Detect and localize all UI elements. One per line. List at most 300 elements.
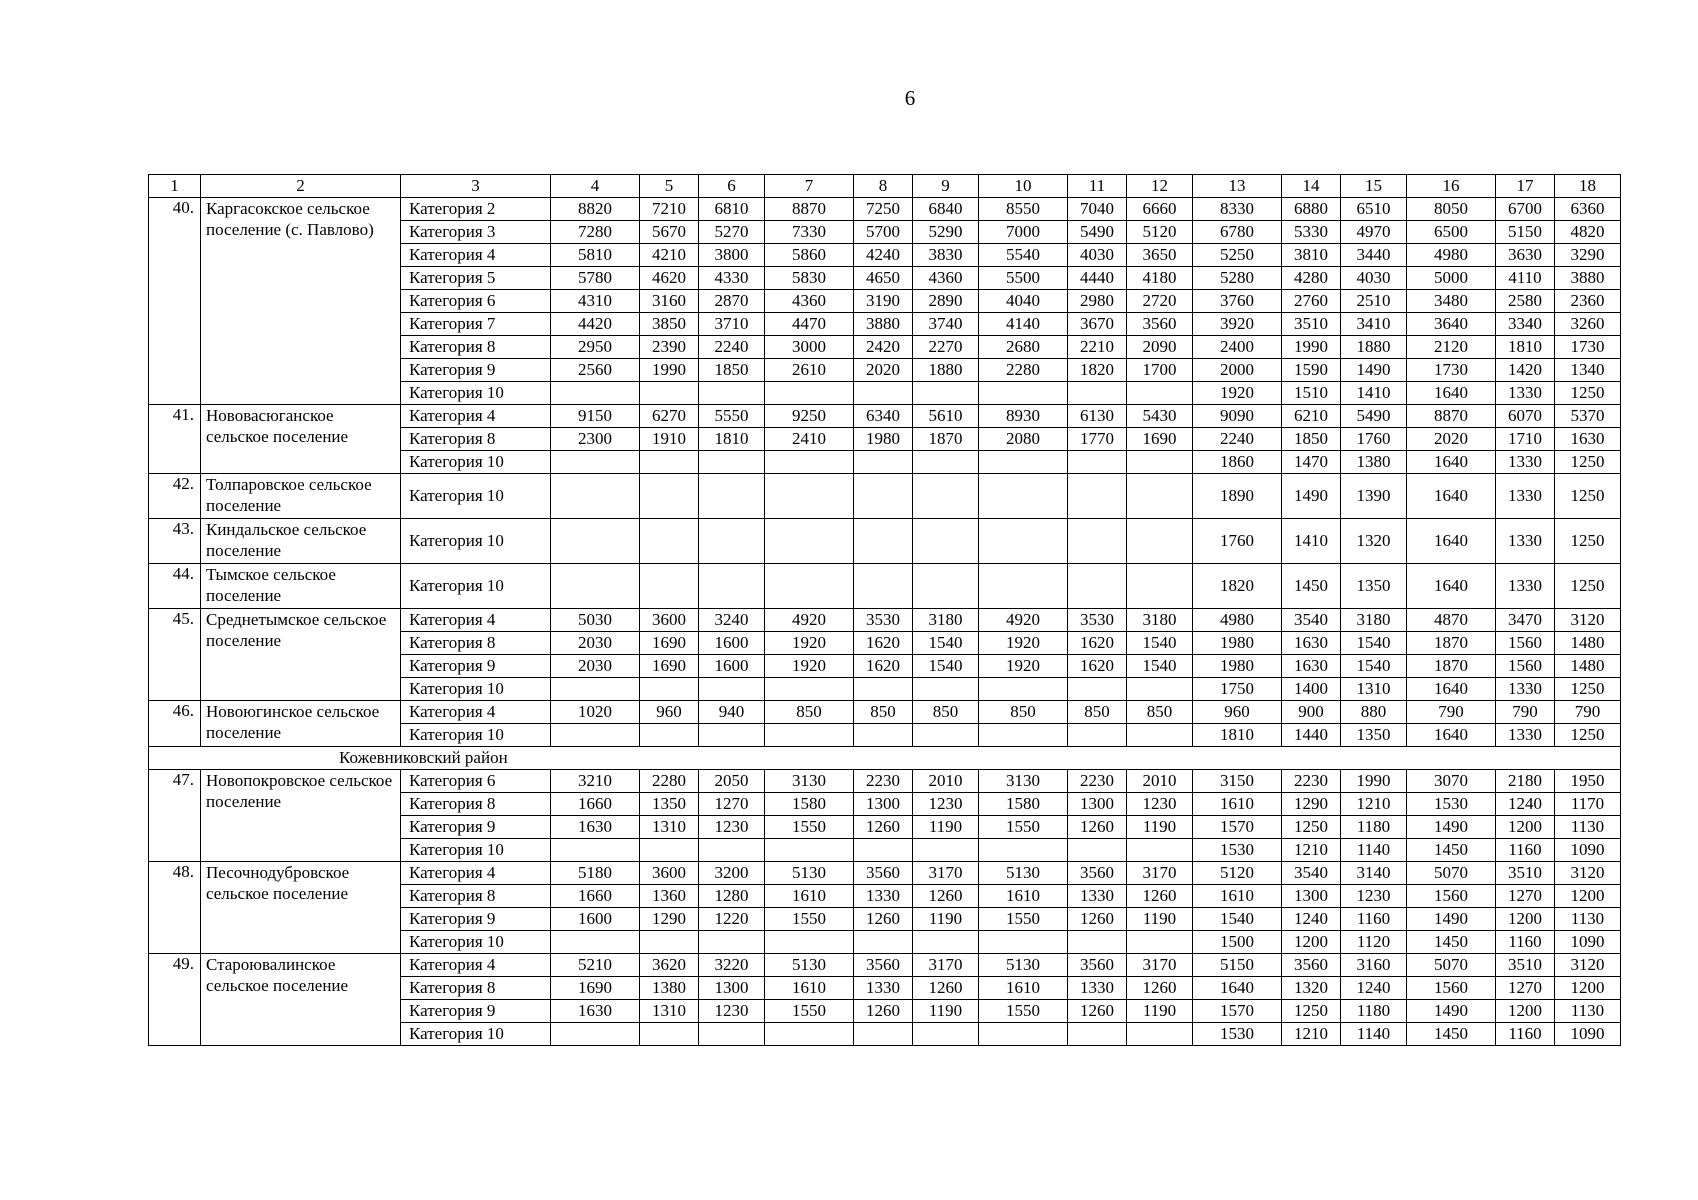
value-cell: 1980	[1193, 655, 1282, 678]
value-cell: 3650	[1127, 244, 1193, 267]
value-cell: 3000	[765, 336, 854, 359]
value-cell	[765, 931, 854, 954]
value-cell: 1130	[1555, 908, 1621, 931]
value-cell: 3180	[1127, 609, 1193, 632]
value-cell: 1560	[1496, 632, 1555, 655]
value-cell: 1160	[1496, 931, 1555, 954]
value-cell: 1540	[913, 655, 979, 678]
value-cell	[1127, 931, 1193, 954]
value-cell	[699, 519, 765, 564]
value-cell: 1600	[551, 908, 640, 931]
value-cell: 1220	[699, 908, 765, 931]
value-cell: 1530	[1193, 839, 1282, 862]
value-cell	[551, 839, 640, 862]
value-cell: 2240	[699, 336, 765, 359]
value-cell: 1540	[913, 632, 979, 655]
value-cell: 3480	[1407, 290, 1496, 313]
value-cell: 2010	[1127, 770, 1193, 793]
value-cell: 1350	[1341, 564, 1407, 609]
value-cell: 2410	[765, 428, 854, 451]
category-label: Категория 8	[401, 885, 551, 908]
value-cell	[979, 931, 1068, 954]
value-cell	[854, 564, 913, 609]
value-cell: 1810	[1193, 724, 1282, 747]
value-cell: 4110	[1496, 267, 1555, 290]
category-label: Категория 6	[401, 770, 551, 793]
value-cell: 6880	[1282, 198, 1341, 221]
value-cell: 2400	[1193, 336, 1282, 359]
value-cell: 1560	[1407, 977, 1496, 1000]
value-cell: 1380	[1341, 451, 1407, 474]
value-cell	[551, 474, 640, 519]
value-cell: 1240	[1341, 977, 1407, 1000]
value-cell	[640, 1023, 699, 1046]
value-cell: 4440	[1068, 267, 1127, 290]
value-cell	[854, 839, 913, 862]
value-cell: 790	[1496, 701, 1555, 724]
value-cell	[765, 382, 854, 405]
value-cell: 1530	[1407, 793, 1496, 816]
value-cell: 1300	[1068, 793, 1127, 816]
value-cell: 1560	[1407, 885, 1496, 908]
table-row	[149, 954, 1621, 977]
value-cell: 1250	[1555, 451, 1621, 474]
value-cell: 1410	[1341, 382, 1407, 405]
value-cell	[1127, 382, 1193, 405]
value-cell: 1210	[1341, 793, 1407, 816]
value-cell: 1140	[1341, 839, 1407, 862]
value-cell	[913, 564, 979, 609]
value-cell: 1330	[1068, 977, 1127, 1000]
value-cell	[640, 678, 699, 701]
table-row	[149, 862, 1621, 885]
header-cell: 5	[640, 175, 699, 198]
value-cell: 7040	[1068, 198, 1127, 221]
value-cell: 6270	[640, 405, 699, 428]
value-cell: 1210	[1282, 839, 1341, 862]
value-cell: 1690	[640, 632, 699, 655]
value-cell: 1250	[1282, 816, 1341, 839]
value-cell	[699, 931, 765, 954]
value-cell	[979, 724, 1068, 747]
value-cell: 1400	[1282, 678, 1341, 701]
value-cell: 1640	[1407, 474, 1496, 519]
value-cell: 960	[640, 701, 699, 724]
value-cell: 1570	[1193, 1000, 1282, 1023]
value-cell: 4040	[979, 290, 1068, 313]
value-cell: 1480	[1555, 655, 1621, 678]
category-label: Категория 10	[401, 678, 551, 701]
value-cell	[1068, 931, 1127, 954]
settlement-name: Новопокровское сельское поселение	[201, 770, 401, 862]
value-cell: 1610	[979, 977, 1068, 1000]
value-cell: 1540	[1341, 655, 1407, 678]
value-cell	[913, 474, 979, 519]
value-cell: 1090	[1555, 1023, 1621, 1046]
value-cell: 3130	[979, 770, 1068, 793]
value-cell: 3410	[1341, 313, 1407, 336]
value-cell: 6360	[1555, 198, 1621, 221]
value-cell: 1690	[551, 977, 640, 1000]
value-cell: 5070	[1407, 862, 1496, 885]
header-cell: 2	[201, 175, 401, 198]
value-cell: 1200	[1555, 977, 1621, 1000]
value-cell	[551, 931, 640, 954]
value-cell: 1250	[1555, 474, 1621, 519]
category-label: Категория 6	[401, 290, 551, 313]
value-cell: 5250	[1193, 244, 1282, 267]
category-label: Категория 8	[401, 793, 551, 816]
value-cell: 5490	[1341, 405, 1407, 428]
value-cell: 6840	[913, 198, 979, 221]
value-cell: 3240	[699, 609, 765, 632]
category-label: Категория 10	[401, 519, 551, 564]
value-cell	[765, 474, 854, 519]
value-cell: 1270	[1496, 885, 1555, 908]
settlement-name: Каргасокское сельское поселение (с. Павлово)	[201, 198, 401, 405]
value-cell: 1330	[1496, 678, 1555, 701]
value-cell: 1610	[1193, 793, 1282, 816]
value-cell	[1068, 474, 1127, 519]
tariff-table-container	[148, 174, 1621, 1046]
category-label: Категория 9	[401, 1000, 551, 1023]
value-cell: 1620	[1068, 655, 1127, 678]
value-cell: 2680	[979, 336, 1068, 359]
value-cell: 2030	[551, 632, 640, 655]
value-cell: 1190	[913, 908, 979, 931]
value-cell	[854, 451, 913, 474]
value-cell: 6070	[1496, 405, 1555, 428]
value-cell: 1700	[1127, 359, 1193, 382]
value-cell: 5130	[979, 954, 1068, 977]
value-cell: 5670	[640, 221, 699, 244]
value-cell: 1350	[1341, 724, 1407, 747]
value-cell	[913, 678, 979, 701]
value-cell: 1640	[1407, 564, 1496, 609]
table-row	[149, 474, 1621, 519]
value-cell: 1490	[1341, 359, 1407, 382]
value-cell: 3530	[1068, 609, 1127, 632]
value-cell: 1640	[1407, 678, 1496, 701]
value-cell: 2030	[551, 655, 640, 678]
value-cell: 1890	[1193, 474, 1282, 519]
value-cell: 3510	[1496, 862, 1555, 885]
value-cell: 5150	[1193, 954, 1282, 977]
value-cell: 4310	[551, 290, 640, 313]
value-cell	[640, 724, 699, 747]
value-cell: 1260	[913, 885, 979, 908]
value-cell: 1980	[854, 428, 913, 451]
value-cell: 8050	[1407, 198, 1496, 221]
value-cell: 3180	[1341, 609, 1407, 632]
value-cell: 1230	[699, 1000, 765, 1023]
value-cell: 1410	[1282, 519, 1341, 564]
value-cell: 6340	[854, 405, 913, 428]
value-cell: 3260	[1555, 313, 1621, 336]
value-cell: 1950	[1555, 770, 1621, 793]
value-cell: 4820	[1555, 221, 1621, 244]
value-cell: 6130	[1068, 405, 1127, 428]
value-cell	[551, 1023, 640, 1046]
table-row	[149, 198, 1621, 221]
value-cell: 2210	[1068, 336, 1127, 359]
header-cell: 12	[1127, 175, 1193, 198]
value-cell: 1440	[1282, 724, 1341, 747]
category-label: Категория 8	[401, 336, 551, 359]
value-cell: 790	[1555, 701, 1621, 724]
value-cell: 1270	[699, 793, 765, 816]
value-cell: 2300	[551, 428, 640, 451]
value-cell: 5180	[551, 862, 640, 885]
value-cell: 9250	[765, 405, 854, 428]
value-cell: 4240	[854, 244, 913, 267]
value-cell: 1600	[699, 632, 765, 655]
value-cell: 2890	[913, 290, 979, 313]
value-cell	[640, 451, 699, 474]
value-cell	[640, 382, 699, 405]
value-cell: 3540	[1282, 862, 1341, 885]
value-cell: 1380	[640, 977, 699, 1000]
value-cell: 4650	[854, 267, 913, 290]
value-cell	[551, 678, 640, 701]
settlement-name: Толпаровское сельское поселение	[201, 474, 401, 519]
value-cell: 2180	[1496, 770, 1555, 793]
value-cell: 1810	[699, 428, 765, 451]
header-cell: 17	[1496, 175, 1555, 198]
value-cell: 3600	[640, 862, 699, 885]
value-cell: 3180	[913, 609, 979, 632]
value-cell: 850	[979, 701, 1068, 724]
value-cell: 1190	[1127, 1000, 1193, 1023]
value-cell: 1310	[640, 1000, 699, 1023]
value-cell: 850	[854, 701, 913, 724]
value-cell: 1330	[1496, 724, 1555, 747]
row-number: 44.	[149, 564, 201, 609]
value-cell: 2280	[640, 770, 699, 793]
value-cell: 790	[1407, 701, 1496, 724]
value-cell: 4980	[1407, 244, 1496, 267]
header-cell: 9	[913, 175, 979, 198]
value-cell: 7000	[979, 221, 1068, 244]
value-cell	[979, 382, 1068, 405]
value-cell: 2510	[1341, 290, 1407, 313]
value-cell: 1260	[854, 908, 913, 931]
value-cell: 1420	[1496, 359, 1555, 382]
value-cell: 2020	[1407, 428, 1496, 451]
value-cell	[1127, 839, 1193, 862]
value-cell: 940	[699, 701, 765, 724]
value-cell: 1550	[979, 908, 1068, 931]
settlement-name: Тымское сельское поселение	[201, 564, 401, 609]
value-cell: 1550	[979, 816, 1068, 839]
value-cell: 960	[1193, 701, 1282, 724]
value-cell: 1560	[1496, 655, 1555, 678]
category-label: Категория 5	[401, 267, 551, 290]
value-cell: 1490	[1407, 816, 1496, 839]
value-cell: 1320	[1282, 977, 1341, 1000]
value-cell: 2230	[1282, 770, 1341, 793]
value-cell	[979, 839, 1068, 862]
value-cell: 1160	[1341, 908, 1407, 931]
value-cell: 6500	[1407, 221, 1496, 244]
value-cell: 1250	[1555, 564, 1621, 609]
value-cell: 3200	[699, 862, 765, 885]
value-cell: 2010	[913, 770, 979, 793]
value-cell: 2580	[1496, 290, 1555, 313]
category-label: Категория 10	[401, 382, 551, 405]
value-cell: 5540	[979, 244, 1068, 267]
value-cell: 1250	[1555, 678, 1621, 701]
value-cell	[979, 564, 1068, 609]
header-cell: 13	[1193, 175, 1282, 198]
value-cell	[1068, 519, 1127, 564]
value-cell: 1230	[1127, 793, 1193, 816]
value-cell: 1320	[1341, 519, 1407, 564]
value-cell: 1820	[1068, 359, 1127, 382]
value-cell: 4420	[551, 313, 640, 336]
value-cell	[699, 382, 765, 405]
value-cell: 1450	[1407, 1023, 1496, 1046]
value-cell	[1127, 474, 1193, 519]
value-cell: 5860	[765, 244, 854, 267]
value-cell: 3630	[1496, 244, 1555, 267]
value-cell: 1250	[1555, 382, 1621, 405]
value-cell: 4030	[1341, 267, 1407, 290]
value-cell: 1450	[1282, 564, 1341, 609]
value-cell: 5120	[1193, 862, 1282, 885]
value-cell	[913, 382, 979, 405]
value-cell: 5370	[1555, 405, 1621, 428]
value-cell: 850	[1068, 701, 1127, 724]
value-cell: 1120	[1341, 931, 1407, 954]
value-cell: 3170	[1127, 954, 1193, 977]
value-cell: 3120	[1555, 609, 1621, 632]
value-cell: 1350	[640, 793, 699, 816]
value-cell: 1330	[854, 977, 913, 1000]
value-cell: 1200	[1496, 908, 1555, 931]
value-cell	[765, 451, 854, 474]
value-cell: 4980	[1193, 609, 1282, 632]
value-cell	[854, 474, 913, 519]
value-cell: 5120	[1127, 221, 1193, 244]
value-cell: 1990	[1282, 336, 1341, 359]
category-label: Категория 10	[401, 474, 551, 519]
value-cell: 1920	[979, 655, 1068, 678]
value-cell: 2390	[640, 336, 699, 359]
category-label: Категория 7	[401, 313, 551, 336]
value-cell: 3760	[1193, 290, 1282, 313]
value-cell: 3830	[913, 244, 979, 267]
value-cell: 5830	[765, 267, 854, 290]
table-body	[149, 198, 1621, 1046]
value-cell: 3560	[1127, 313, 1193, 336]
value-cell: 1160	[1496, 839, 1555, 862]
category-label: Категория 4	[401, 701, 551, 724]
value-cell	[765, 724, 854, 747]
value-cell: 1580	[765, 793, 854, 816]
value-cell: 3160	[640, 290, 699, 313]
value-cell: 4360	[765, 290, 854, 313]
value-cell	[765, 678, 854, 701]
value-cell	[913, 931, 979, 954]
value-cell: 8870	[765, 198, 854, 221]
value-cell: 1980	[1193, 632, 1282, 655]
value-cell	[854, 931, 913, 954]
value-cell	[640, 931, 699, 954]
value-cell: 1770	[1068, 428, 1127, 451]
value-cell: 1330	[1496, 451, 1555, 474]
value-cell: 1490	[1407, 1000, 1496, 1023]
value-cell: 1190	[1127, 908, 1193, 931]
value-cell: 3640	[1407, 313, 1496, 336]
category-label: Категория 8	[401, 977, 551, 1000]
value-cell: 1260	[854, 816, 913, 839]
value-cell: 4030	[1068, 244, 1127, 267]
value-cell: 1640	[1407, 519, 1496, 564]
value-cell: 1600	[699, 655, 765, 678]
value-cell: 1090	[1555, 931, 1621, 954]
value-cell: 2980	[1068, 290, 1127, 313]
value-cell: 1170	[1555, 793, 1621, 816]
category-label: Категория 10	[401, 839, 551, 862]
value-cell	[979, 474, 1068, 519]
value-cell: 3220	[699, 954, 765, 977]
value-cell: 3560	[1068, 862, 1127, 885]
value-cell: 1620	[1068, 632, 1127, 655]
value-cell: 1990	[1341, 770, 1407, 793]
value-cell: 4970	[1341, 221, 1407, 244]
value-cell: 1270	[1496, 977, 1555, 1000]
table-row	[149, 609, 1621, 632]
value-cell: 1200	[1496, 1000, 1555, 1023]
value-cell: 2760	[1282, 290, 1341, 313]
header-cell: 7	[765, 175, 854, 198]
value-cell: 3810	[1282, 244, 1341, 267]
value-cell: 1870	[1407, 655, 1496, 678]
value-cell: 4870	[1407, 609, 1496, 632]
value-cell: 3540	[1282, 609, 1341, 632]
value-cell: 1510	[1282, 382, 1341, 405]
value-cell: 5780	[551, 267, 640, 290]
value-cell: 8930	[979, 405, 1068, 428]
value-cell: 1250	[1555, 519, 1621, 564]
value-cell	[765, 839, 854, 862]
value-cell: 3920	[1193, 313, 1282, 336]
row-number: 49.	[149, 954, 201, 1046]
value-cell: 3850	[640, 313, 699, 336]
value-cell: 850	[765, 701, 854, 724]
value-cell: 1820	[1193, 564, 1282, 609]
value-cell: 3740	[913, 313, 979, 336]
value-cell	[913, 839, 979, 862]
value-cell: 1450	[1407, 931, 1496, 954]
value-cell	[551, 451, 640, 474]
value-cell: 2120	[1407, 336, 1496, 359]
value-cell: 5610	[913, 405, 979, 428]
value-cell: 1760	[1193, 519, 1282, 564]
value-cell: 1910	[640, 428, 699, 451]
value-cell	[765, 564, 854, 609]
value-cell: 8550	[979, 198, 1068, 221]
value-cell	[551, 519, 640, 564]
value-cell: 1570	[1193, 816, 1282, 839]
value-cell: 1550	[765, 1000, 854, 1023]
value-cell: 1260	[854, 1000, 913, 1023]
value-cell: 6210	[1282, 405, 1341, 428]
value-cell: 2720	[1127, 290, 1193, 313]
value-cell: 4330	[699, 267, 765, 290]
value-cell: 4620	[640, 267, 699, 290]
